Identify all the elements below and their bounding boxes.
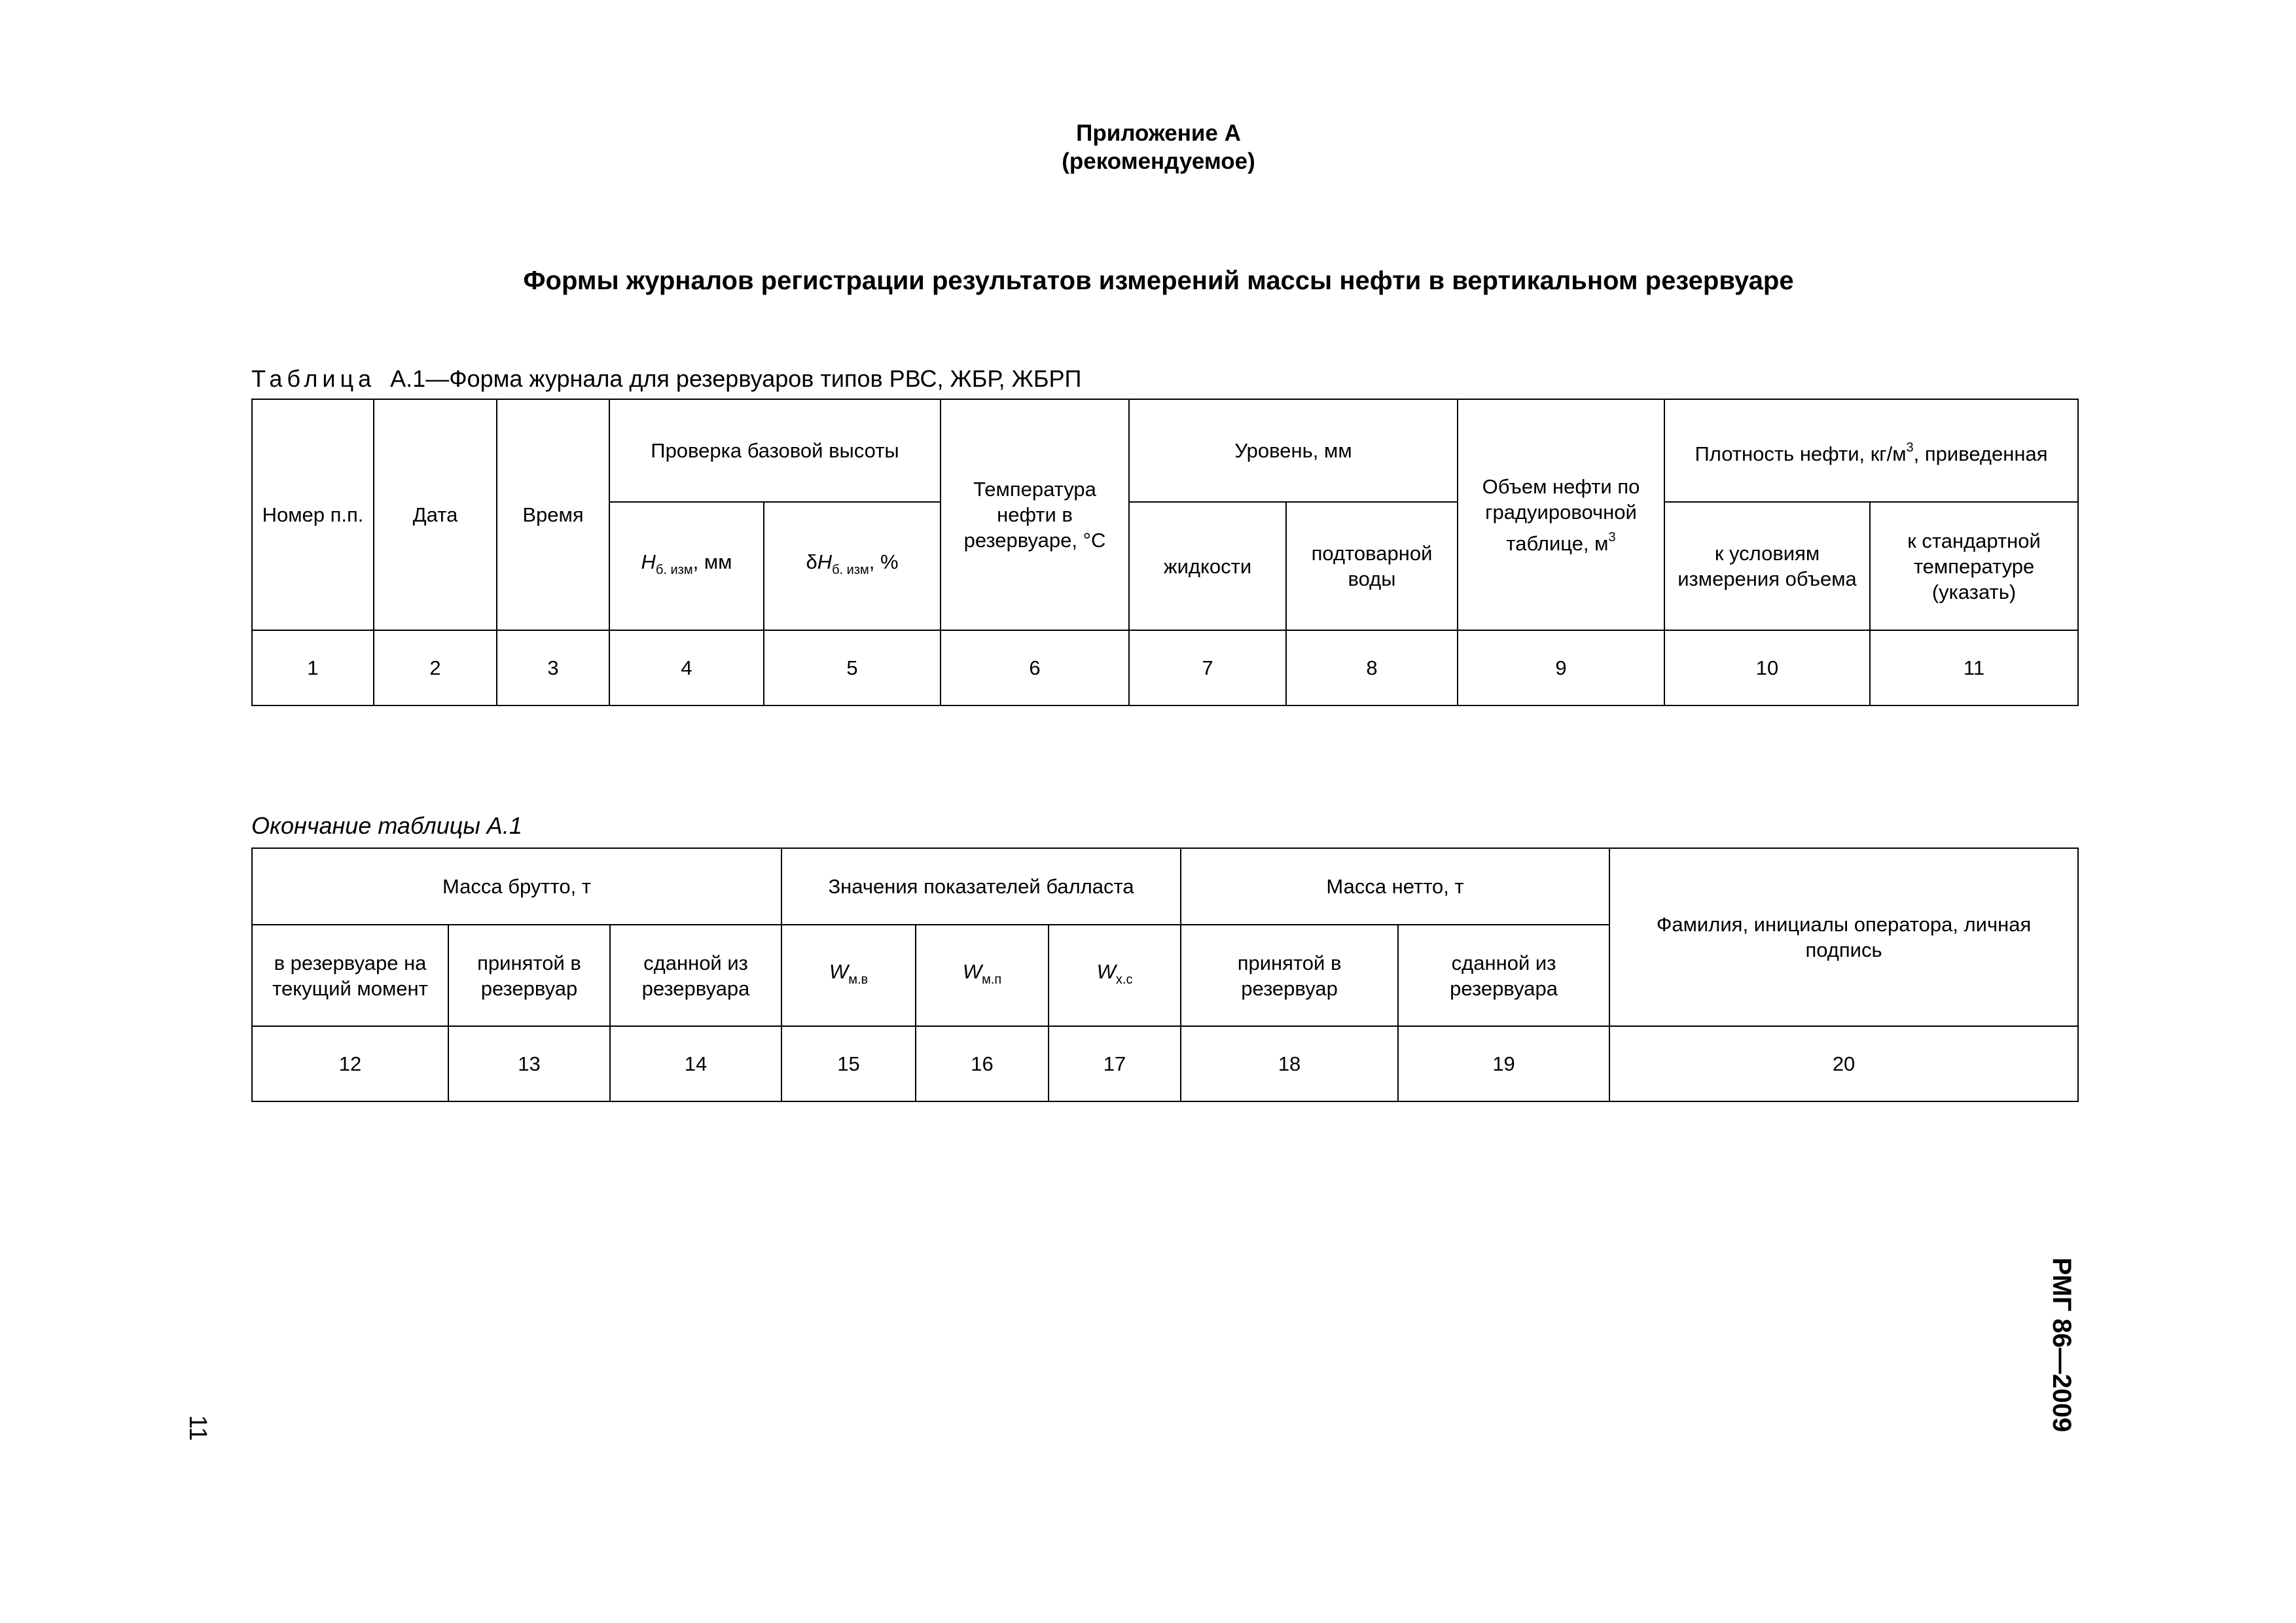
header-w-hs-sub: х.с — [1115, 972, 1133, 987]
journal-table-part2 — [251, 847, 2079, 1102]
column-number-cell: 9 — [1458, 630, 1664, 705]
appendix-title: Приложение А — [1076, 120, 1241, 146]
header-bottom-water: подтоварной воды — [1286, 502, 1458, 630]
header-w-hs — [1049, 925, 1181, 1026]
page-number: 11 — [184, 1415, 211, 1441]
header-ballast: Значения показателей балласта — [781, 848, 1181, 925]
header-dh-measured — [764, 502, 941, 630]
header-operator: Фамилия, инициалы оператора, личная подпись — [1609, 848, 2078, 1026]
column-number-cell: 7 — [1129, 630, 1286, 705]
header-in-tank: в резервуаре на текущий момент — [252, 925, 448, 1026]
header-w-hs-main: W — [1096, 959, 1116, 983]
header-liquid: жидкости — [1129, 502, 1286, 630]
header-density — [1664, 399, 2078, 502]
column-number-cell: 6 — [941, 630, 1129, 705]
header-number: Номер п.п. — [252, 399, 374, 630]
journal-table-part1 — [251, 399, 2079, 706]
header-dh-main: H — [817, 550, 833, 573]
header-h-measured — [609, 502, 764, 630]
header-w-mv-sub: м.в — [848, 972, 869, 987]
column-number-cell: 16 — [916, 1026, 1049, 1101]
column-number-cell: 12 — [252, 1026, 448, 1101]
column-number-cell: 3 — [497, 630, 609, 705]
table1-caption-text: А.1—Форма журнала для резервуаров типов РВС, ЖБР, ЖБРП — [390, 365, 1082, 392]
header-h-sub: б. изм — [655, 563, 693, 577]
column-number-cell: 17 — [1049, 1026, 1181, 1101]
column-number-cell: 19 — [1398, 1026, 1609, 1101]
header-base-height-check: Проверка базовой высоты — [609, 399, 941, 502]
header-density-text: Плотность нефти, кг/м — [1695, 442, 1907, 465]
header-net-mass: Масса нетто, т — [1181, 848, 1609, 925]
column-number-cell: 20 — [1609, 1026, 2078, 1101]
header-w-mv — [781, 925, 916, 1026]
header-level: Уровень, мм — [1129, 399, 1458, 502]
header-temperature: Температура нефти в резервуаре, °С — [941, 399, 1129, 630]
header-h-main: H — [641, 550, 656, 573]
column-number-cell: 13 — [448, 1026, 610, 1101]
header-density-standard: к стандартной температуре (указать) — [1870, 502, 2078, 630]
header-gross-mass: Масса брутто, т — [252, 848, 781, 925]
header-density-sup: 3 — [1906, 440, 1914, 455]
column-number-cell: 15 — [781, 1026, 916, 1101]
table1-caption — [251, 365, 1081, 393]
column-number-cell: 8 — [1286, 630, 1458, 705]
header-received-gross: принятой в резервуар — [448, 925, 610, 1026]
column-number-cell: 14 — [610, 1026, 781, 1101]
header-density-measured: к условиям измерения объема — [1664, 502, 1870, 630]
column-number-cell: 4 — [609, 630, 764, 705]
header-dh-sub: б. изм — [832, 563, 869, 577]
column-number-cell: 18 — [1181, 1026, 1398, 1101]
column-number-cell: 1 — [252, 630, 374, 705]
header-shipped-net: сданной из резервуара — [1398, 925, 1609, 1026]
column-number-cell: 5 — [764, 630, 941, 705]
document-title: Формы журналов регистрации результатов измерений массы нефти в вертикальном резервуаре — [523, 266, 1794, 295]
header-volume-sup: 3 — [1608, 529, 1616, 544]
header-shipped-gross: сданной из резервуара — [610, 925, 781, 1026]
document-code: РМГ 86—2009 — [2047, 1257, 2076, 1433]
header-volume-text: Объем нефти по градуировочной таблице, м — [1482, 474, 1640, 555]
column-number-cell: 10 — [1664, 630, 1870, 705]
appendix-subtitle: (рекомендуемое) — [1062, 149, 1255, 174]
header-w-mp-main: W — [962, 959, 982, 983]
header-w-mp — [916, 925, 1049, 1026]
header-dh-prefix: δ — [806, 550, 817, 573]
header-received-net: принятой в резервуар — [1181, 925, 1398, 1026]
header-h-unit: , мм — [692, 550, 732, 573]
column-number-cell: 2 — [374, 630, 497, 705]
header-density-tail: , приведенная — [1913, 442, 2048, 465]
header-dh-unit: , % — [869, 550, 899, 573]
header-w-mv-main: W — [829, 959, 849, 983]
table1-caption-prefix: Таблица — [251, 365, 376, 392]
header-time: Время — [497, 399, 609, 630]
table2-caption: Окончание таблицы А.1 — [251, 812, 522, 839]
column-number-cell: 11 — [1870, 630, 2078, 705]
header-date: Дата — [374, 399, 497, 630]
header-volume — [1458, 399, 1664, 630]
header-w-mp-sub: м.п — [982, 972, 1002, 987]
